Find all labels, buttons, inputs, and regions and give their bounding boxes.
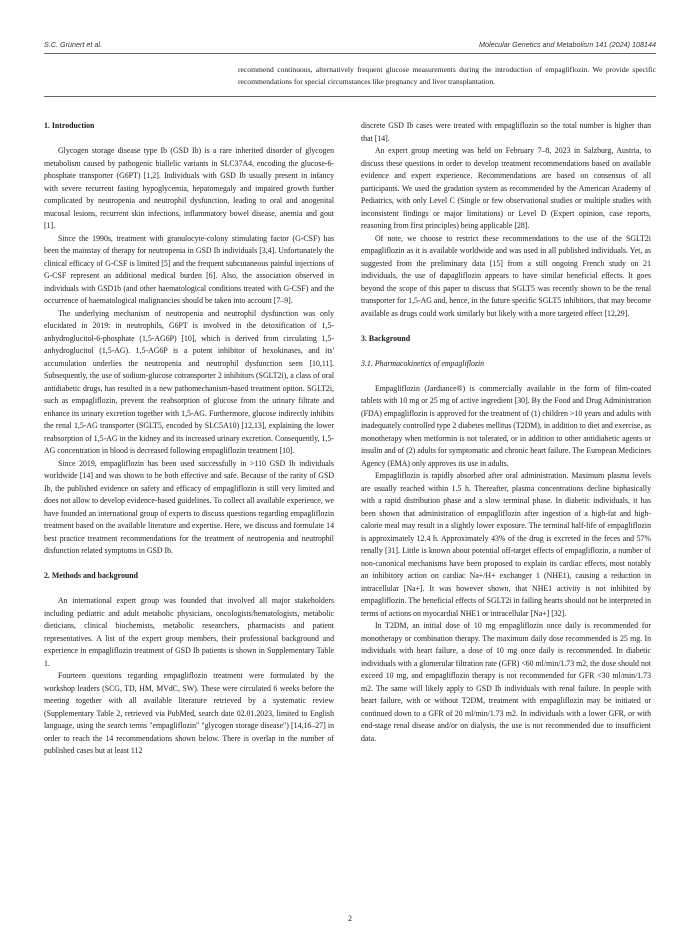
body-paragraph: discrete GSD Ib cases were treated with empagliflozin so the total number is higher than that [14]. xyxy=(361,121,651,143)
body-paragraph: In T2DM, an initial dose of 10 mg empagliflozin once daily is recommended for monotherapy or combination therapy. The maximum daily dose recommended is 25 mg. In individuals with heart failure, a dose of 10 mg once daily is recommended. In diabetic individuals with a glomerular filtration rate (GFR) <60 ml/min/1.73 m2, the dose should not exceed 10 mg, and empagliflozin therapy is not recommended for GFR <30 ml/min/1.73 m2. The same will likely apply to GSD Ib individuals with renal failure. In people with heart failure, with or without T2DM, treatment with empagliflozin may be initiated or continued down to a GFR of 20 ml/min/1.73 m2. In individuals with a lower GFR, or with end-stage renal disease and/or on dialysis, the use is not recommended due to insufficient data. xyxy=(361,621,651,743)
running-header-journal: Molecular Genetics and Metabolism 141 (2024) 108144 xyxy=(479,40,656,49)
left-column xyxy=(44,120,334,758)
body-paragraph: Glycogen storage disease type Ib (GSD Ib) is a rare inherited disorder of glycogen metabolism caused by pathogenic biallelic variants in SLC37A4, encoding the glucose-6-phosphate transporter (G6PT) [1,2]. Individuals with GSD Ib usually present in infancy with severe recurrent fasting hypoglycemia, hepatomegaly and impaired growth further complicated by neutropenia and neutrophil dysfunction, leading to oral and anogenital mucosal lesions, recurrent skin infections, inflammatory bowel disease, anemia and gout [1]. xyxy=(44,146,334,230)
section-heading: 1. Introduction xyxy=(44,121,95,130)
body-paragraph: An international expert group was founded that involved all major stakeholders including pediatric and adult metabolic physicians, oncologists/hematologists, metabolic dieticians, clinical biochemists, metabolic researchers, pharmacists and patient representatives. A list of the expert group members, their professional background and experience in empagliflozin treatment of GSD Ib patients is shown in Supplementary Table 1. xyxy=(44,596,334,668)
body-paragraph: The underlying mechanism of neutropenia and neutrophil dysfunction was only elucidated in 2019: in neutrophils, G6PT is involved in the detoxification of 1,5-anhydroglucitol-6-phosphate (1,5-AG6P) [10], which is derived from circulating 1,5-anhydroglucitol (1,5-AG). 1,5-AG6P is a potent inhibitor of hexokinases, and its' accumulation underlies the neutropenia and neutrophil dysfunction seen [10,11]. Subsequently, the use of sodium-glucose cotransporter 2 inhibitors (SGLT2i), a class of oral antidiabetic drugs, has resulted in a new pathomechanism-based treatment option. SGLT2i, such as empagliflozin, prevent the reabsorption of glucose from the urinary filtrate and enhance its urinary excretion together with 1,5-AG. Furthermore, glucose indirectly inhibits the renal 1,5-AG transporter (SGLT5, encoded by SLC5A10) [12,13], explaining the lower reabsorption of 1,5-AG in the kidney and its increased urinary excretion. Consequently, 1,5-AG concentration in blood is decreased following empagliflozin treatment [10]. xyxy=(44,308,334,455)
body-paragraph: Empagliflozin is rapidly absorbed after oral administration. Maximum plasma levels are usually reached within 1.5 h. Thereafter, plasma concentrations decline biphasically with a rapid distribution phase and a slow terminal phase. In diabetic individuals, it has been shown that administration of empagliflozin after ingestion of a high-fat and high-calorie meal may result in a slightly lower exposure. The terminal half-life of empagliflozin is approximately 12.4 h. Approximately 43% of the drug is excreted in the feces and 57% renally [31]. Little is known about potential off-target effects of empagliflozin, a number of non-canonical mechanisms have been proposed to explain its cardiac effects, most notably an inhibitory action on cardiac Na+/H+ exchanger 1 (NHE1), causing a reduction in intracellular [Na+]. It was however shown, that NHE1 activity is not inhibited by empagliflozin. The beneficial effects of SGLT2i in failing hearts should not be interpreted in terms of actions on myocardial NHE1 or intracellular [Na+] [32]. xyxy=(361,471,651,618)
section-heading: 2. Methods and background xyxy=(44,571,139,580)
abstract-divider xyxy=(44,96,656,97)
right-column xyxy=(361,120,651,745)
page-number: 2 xyxy=(348,914,352,923)
section-spacer xyxy=(361,320,651,333)
header-rule xyxy=(44,53,656,54)
body-paragraph: Of note, we choose to restrict these recommendations to the use of the SGLT2i empagliflozin as it is available worldwide and was used in all published individuals. Yet, as suggested from the preliminary data [15] from a still ongoing French study on 21 individuals, the use of dapagliflozin appears to have similar beneficial effects. It goes beyond the scope of this paper to discuss that SGLT5 was recently shown to be the renal transporter for 1,5-AG and, hence, in the future specific SGLT5 inhibitors, that may become available as drugs could work similarly but likely with a more targeted effect [12,29]. xyxy=(361,233,651,318)
abstract-continuation: recommend continuous, alternatively frequent glucose measurements during the introduction of empagliflozin. We provide specific recommendations for special circumstances like pregnancy and liver transplantation. xyxy=(238,65,656,87)
body-paragraph: An expert group meeting was held on February 7–8, 2023 in Salzburg, Austria, to discuss these questions in order to develop treatment recommendations based on available evidence and expert experience. Recommendations are based on consensus of all participants. We used the gradation system as recommended by the American Academy of Pediatrics, with only Level C (Single or few observational studies or multiple studies with inconsistent findings or major limitations) or Level D (Expert opinion, case reports, reasoning from first principles) being applicable [28]. xyxy=(361,146,651,230)
section-heading: 3. Background xyxy=(361,333,411,343)
body-paragraph: Since 2019, empagliflozin has been used successfully in >110 GSD Ib individuals worldwide [14] and was shown to be both effective and safe. Because of the rarity of GSD Ib, the published evidence on safety and efficacy of empagliflozin is still very limited and does not allow to develop evidence-based guidelines. To collect all available experience, we have founded an international group of experts to discuss questions regarding empagliflozin treatment based on the available literature and expertise. Here, we discuss and formulate 14 best practice treatment recommendations for the treatment of neutropenia and neutrophil disfunction related symptoms in GSD Ib. xyxy=(44,458,334,555)
body-paragraph: Empagliflozin (Jardiance®) is commercially available in the form of film-coated tablets with 10 mg or 25 mg of active ingredient [30]. By the Food and Drug Administration (FDA) empagliflozin is approved for the treatment of (1) children >10 years and adults with inadequately controlled type 2 diabetes mellitus (T2DM), in addition to diet and exercise, as monotherapy when metformin is not tolerated, or in addition to other antidiabetic agents or insulin and of (2) adults for symptomatic and chronic heart failure. The European Medicines Agency (EMA) only approves its use in adults. xyxy=(361,383,651,468)
body-paragraph: Fourteen questions regarding empagliflozin treatment were formulated by the workshop leaders (SCG, TD, HM, MVdC, SW). These were circulated 6 weeks before the meeting together with all available literature retrieved by a systematic review (Supplementary Table 2, retrieved via PubMed, search date 02.01.2023, limited to English language, using the search terms "empagliflozin" "glycogen storage disease") [14,16–27] in order to reach the 14 recommendations shown below. There is overlap in the number of published cases but at least 112 xyxy=(44,671,334,755)
section-spacer xyxy=(44,558,334,571)
body-paragraph: Since the 1990s, treatment with granulocyte-colony stimulating factor (G-CSF) has been the mainstay of therapy for neutropenia in GSD Ib individuals [3,4]. Unfortunately the clinical efficacy of G-CSF is limited [5] and the frequent subcutaneous painful injections of G-CSF represent an additional medical burden [6]. Also, the association observed in individuals with GSD1b (and other haematological conditions treated with G-CSF) and the occurrence of haematological malignancies should be taken into account [7–9]. xyxy=(44,233,334,305)
subsection-heading: 3.1. Pharmacokinetics of empagliflozin xyxy=(361,358,485,368)
running-header-authors: S.C. Grünert et al. xyxy=(44,40,102,49)
